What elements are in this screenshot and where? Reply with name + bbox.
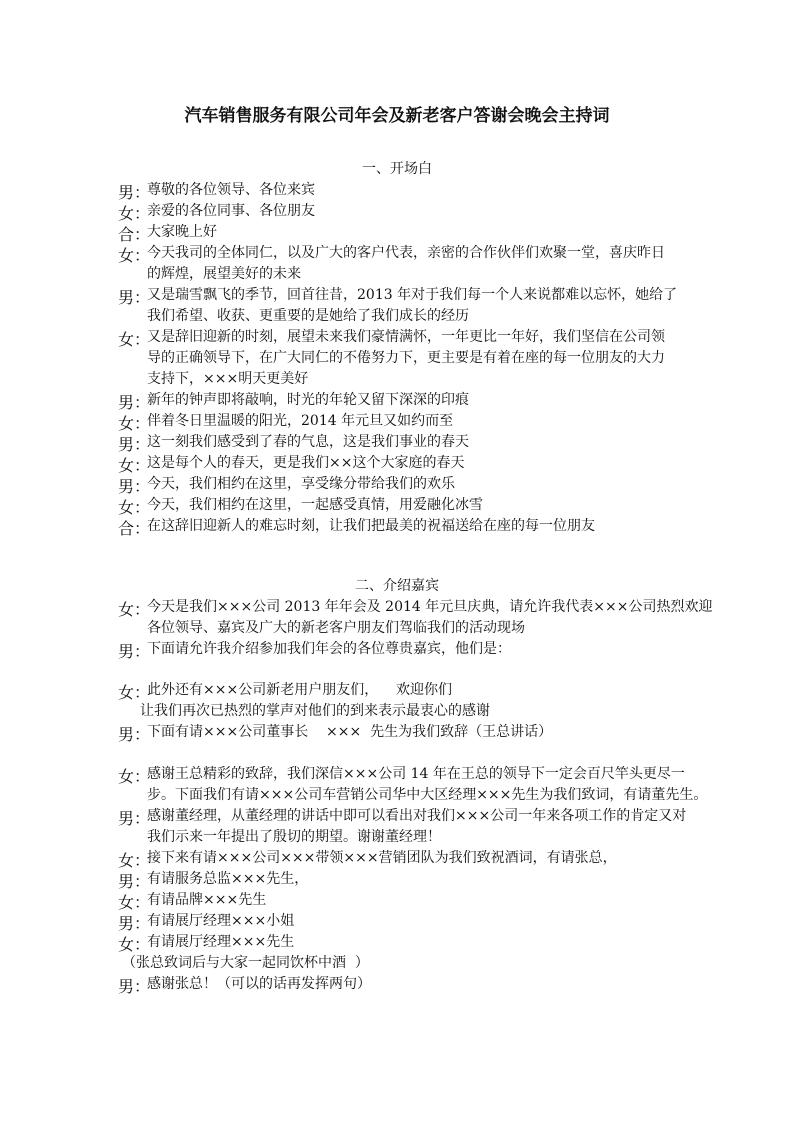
- dialogue-continuation: [0, 785, 794, 806]
- dialogue-line: [0, 390, 794, 411]
- dialogue-text: 这一刻我们感受到了春的气息，这是我们事业的春天: [147, 434, 469, 450]
- speaker-label: 女：: [118, 330, 151, 349]
- section-guests-lines-2: [0, 680, 794, 743]
- dialogue-text: 又是瑞雪飘飞的季节，回首往昔，2013 年对于我们每一个人来说都难以忘怀，她给了: [147, 287, 678, 303]
- section-guests-lines-3: [0, 764, 794, 995]
- section-heading-guests: 二、介绍嘉宾: [355, 578, 439, 594]
- dialogue-line: [0, 848, 794, 869]
- dialogue-text: 又是辞旧迎新的时刻，展望未来我们豪情满怀，一年更比一年好，我们坚信在公司领: [147, 329, 665, 345]
- dialogue-text: 大家晚上好: [147, 224, 217, 240]
- continuation-text: 让我们再次已热烈的掌声对他们的到来表示最衷心的感谢: [140, 703, 490, 719]
- dialogue-continuation: [0, 701, 794, 722]
- dialogue-text: 在这辞旧迎新人的难忘时刻，让我们把最美的祝福送给在座的每一位朋友: [147, 518, 595, 534]
- dialogue-text: 有请展厅经理×××小姐: [147, 913, 295, 929]
- section-heading-opening: 一、开场白: [362, 161, 432, 177]
- continuation-text: 的辉煌，展望美好的未来: [147, 266, 301, 282]
- speaker-label: 女：: [118, 456, 151, 475]
- continuation-text: 各位领导、嘉宾及广大的新老客户朋友们驾临我们的活动现场: [147, 620, 525, 636]
- stage-note: [0, 953, 794, 974]
- speaker-label: 男：: [118, 183, 151, 202]
- dialogue-text: 有请展厅经理×××先生: [147, 934, 295, 950]
- dialogue-line: [0, 201, 794, 222]
- speaker-label: 男：: [118, 288, 151, 307]
- dialogue-text: 今天，我们相约在这里，享受缘分带给我们的欢乐: [147, 476, 455, 492]
- dialogue-line: [0, 806, 794, 827]
- speaker-label: 合：: [118, 519, 151, 538]
- stage-note-text: （张总致词后与大家一起同饮杯中酒 ）: [122, 955, 369, 971]
- dialogue-continuation: [0, 618, 794, 639]
- dialogue-text: 下面请允许我介绍参加我们年会的各位尊贵嘉宾，他们是：: [147, 641, 511, 657]
- dialogue-continuation: [0, 348, 794, 369]
- speaker-label: 女：: [118, 246, 151, 265]
- speaker-label: 女：: [118, 767, 151, 786]
- dialogue-text: 有请品牌×××先生: [147, 892, 267, 908]
- dialogue-line: [0, 639, 794, 660]
- dialogue-line: [0, 890, 794, 911]
- speaker-label: 女：: [118, 935, 151, 954]
- speaker-label: 女：: [118, 893, 151, 912]
- dialogue-line: [0, 474, 794, 495]
- speaker-label: 男：: [118, 725, 151, 744]
- dialogue-text: 亲爱的各位同事、各位朋友: [147, 203, 315, 219]
- speaker-label: 女：: [118, 683, 151, 702]
- speaker-label: 男：: [118, 393, 151, 412]
- dialogue-line: [0, 932, 794, 953]
- dialogue-line: [0, 911, 794, 932]
- speaker-label: 男：: [118, 809, 151, 828]
- dialogue-line: [0, 180, 794, 201]
- dialogue-line: [0, 327, 794, 348]
- dialogue-text: 尊敬的各位领导、各位来宾: [147, 182, 315, 198]
- section-guests-lines: [0, 597, 794, 660]
- dialogue-text: 伴着冬日里温暖的阳光，2014 年元旦又如约而至: [147, 413, 454, 429]
- continuation-text: 导的正确领导下，在广大同仁的不倦努力下，更主要是有着在座的每一位朋友的大力: [147, 350, 665, 366]
- dialogue-continuation: [0, 264, 794, 285]
- speaker-label: 男：: [118, 477, 151, 496]
- dialogue-line: [0, 974, 794, 995]
- speaker-label: 女：: [118, 851, 151, 870]
- dialogue-text: 新年的钟声即将敲响，时光的年轮又留下深深的印痕: [147, 392, 469, 408]
- continuation-text: 我们希望、收获、更重要的是她给了我们成长的经历: [147, 308, 469, 324]
- dialogue-line: [0, 764, 794, 785]
- speaker-label: 女：: [118, 498, 151, 517]
- dialogue-line: [0, 680, 794, 701]
- dialogue-line: [0, 722, 794, 743]
- document-title: 汽车销售服务有限公司年会及新老客户答谢会晚会主持词: [184, 106, 610, 126]
- speaker-label: 合：: [118, 225, 151, 244]
- dialogue-line: [0, 495, 794, 516]
- dialogue-line: [0, 243, 794, 264]
- speaker-label: 女：: [118, 600, 151, 619]
- speaker-label: 男：: [118, 872, 151, 891]
- dialogue-text: 下面有请×××公司董事长 ××× 先生为我们致辞（王总讲话）: [147, 724, 553, 740]
- speaker-label: 男：: [118, 977, 151, 996]
- dialogue-line: [0, 453, 794, 474]
- continuation-text: 步。下面我们有请×××公司车营销公司华中大区经理×××先生为我们致词，有请董先生。: [147, 787, 708, 803]
- speaker-label: 男：: [118, 642, 151, 661]
- dialogue-text: 有请服务总监×××先生，: [147, 871, 309, 887]
- speaker-label: 女：: [118, 414, 151, 433]
- dialogue-line: [0, 285, 794, 306]
- dialogue-line: [0, 516, 794, 537]
- section-opening-lines: [0, 180, 794, 537]
- dialogue-text: 感谢董经理，从董经理的讲话中即可以看出对我们×××公司一年来各项工作的肯定又对: [147, 808, 687, 824]
- dialogue-text: 接下来有请×××公司×××带领×××营销团队为我们致祝酒词，有请张总，: [147, 850, 617, 866]
- dialogue-line: [0, 411, 794, 432]
- dialogue-text: 这是每个人的春天，更是我们××这个大家庭的春天: [147, 455, 465, 471]
- dialogue-text: 今天是我们×××公司 2013 年年会及 2014 年元旦庆典，请允许我代表×××公司热烈欢迎: [147, 599, 713, 615]
- speaker-label: 男：: [118, 435, 151, 454]
- continuation-text: 我们示来一年提出了殷切的期望。谢谢董经理！: [147, 829, 441, 845]
- dialogue-text: 此外还有×××公司新老用户朋友们， 欢迎你们: [147, 682, 452, 698]
- speaker-label: 女：: [118, 204, 151, 223]
- dialogue-continuation: [0, 369, 794, 390]
- dialogue-line: [0, 222, 794, 243]
- dialogue-continuation: [0, 827, 794, 848]
- dialogue-text: 今天我司的全体同仁，以及广大的客户代表，亲密的合作伙伴们欢聚一堂，喜庆昨日: [147, 245, 665, 261]
- dialogue-line: [0, 432, 794, 453]
- dialogue-text: 感谢王总精彩的致辞，我们深信×××公司 14 年在王总的领导下一定会百尺竿头更尽一: [147, 766, 685, 782]
- dialogue-text: 感谢张总！（可以的话再发挥两句）: [147, 976, 371, 992]
- speaker-label: 男：: [118, 914, 151, 933]
- continuation-text: 支持下，×××明天更美好: [147, 371, 309, 387]
- dialogue-continuation: [0, 306, 794, 327]
- dialogue-line: [0, 597, 794, 618]
- dialogue-line: [0, 869, 794, 890]
- dialogue-text: 今天，我们相约在这里，一起感受真情，用爱融化冰雪: [147, 497, 483, 513]
